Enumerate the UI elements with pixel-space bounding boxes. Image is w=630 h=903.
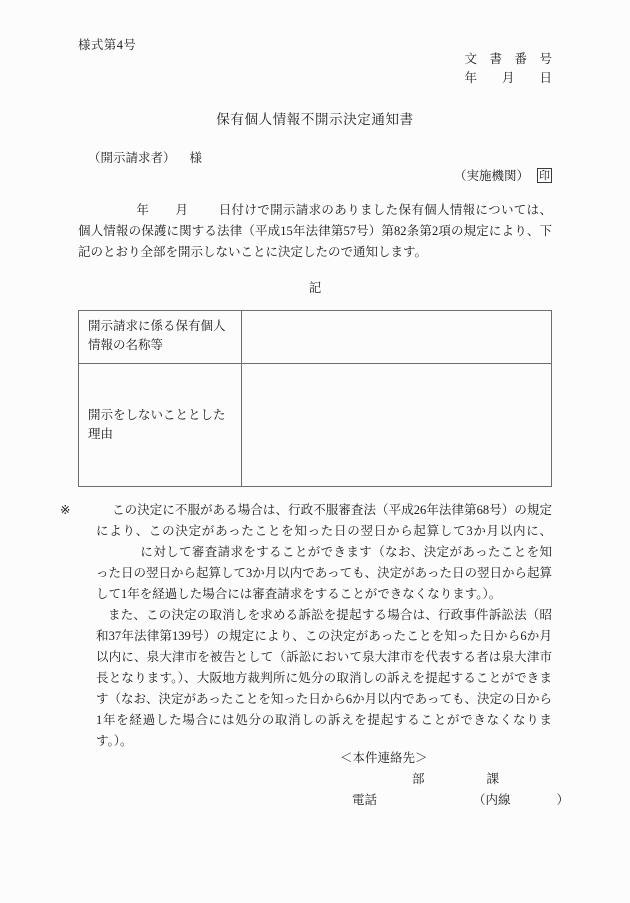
agency-line — [454, 166, 552, 184]
seal-icon: 印 — [539, 169, 550, 182]
ki-marker: 記 — [308, 281, 322, 295]
note-marker: ※ — [60, 503, 71, 517]
table-row — [79, 364, 552, 487]
table-row-value[interactable] — [242, 311, 552, 364]
addressee-honorific: 様 — [189, 151, 203, 165]
contact-section-label: 課 — [486, 772, 500, 786]
addressee-label: （開示請求者） — [88, 151, 176, 165]
note-text-part1: この決定に不服がある場合は、行政不服審査法（平成26年法律第68号）の規定により、この決定があったことを知った日の翌日から起算して3か月以内に、 — [96, 503, 552, 538]
contact-block — [330, 748, 570, 811]
form-number: 様式第4号 — [78, 38, 137, 52]
table-row-label: 開示請求に係る保有個人情報の名称等 — [79, 311, 242, 364]
table-row — [79, 311, 552, 364]
table-row-value[interactable] — [242, 364, 552, 487]
note-block — [60, 500, 553, 752]
addressee-line — [88, 148, 202, 166]
page-title: 保有個人情報不開示決定通知書 — [216, 112, 414, 127]
body-paragraph — [78, 200, 552, 263]
document-number-label: 文 書 番 号 — [464, 52, 552, 66]
contact-extension-close: ） — [556, 793, 570, 807]
contact-phone-row — [330, 790, 570, 811]
note-paragraph-2: また、この決定の取消しを求める訴訟を提起する場合は、行政事件訴訟法（昭和37年法律第139号）の規定により、この決定があったことを知った日から6か月以内に、泉大津市を被告として（訴訟において泉大津市を代表する者は泉大津市長となります。）、大阪地方裁判所に処分の取消しの訴えを提起することができます（なお、決定があったことを知った日から6か月以内であっても、決定の日から1年を経過した場合には処分の取消しの訴えを提起することができなくなります。）。 — [96, 608, 553, 748]
note-paragraph-1 — [60, 500, 553, 605]
note-text-part2: に対して審査請求をすることができます（なお、決定があったことを知った日の翌日から起算して3か月以内であっても、決定があった日の翌日から起算して1年を経過した場合には審査請求をすることができなくなります。）。 — [96, 545, 553, 601]
agency-label: （実施機関） — [453, 169, 529, 183]
document-date-label: 年 月 日 — [464, 71, 552, 85]
contact-phone-label: 電話 — [352, 793, 378, 807]
form-table — [78, 310, 552, 487]
document-meta-block — [464, 50, 552, 88]
table-row-label: 開示をしないこととした理由 — [79, 364, 242, 487]
contact-extension-open: （内線 — [473, 793, 511, 807]
contact-division-label: 部 — [412, 772, 425, 786]
contact-division-row — [330, 769, 570, 790]
body-main-text: 日付けで開示請求のありました保有個人情報については、個人情報の保護に関する法律（平成15年法律第57号）第82条第2項の規定により、下記のとおり全部を開示しないことに決定したので通知します。 — [78, 203, 552, 259]
body-date-year: 年 — [136, 203, 150, 217]
contact-title: ＜本件連絡先＞ — [340, 751, 428, 765]
body-date-month: 月 — [175, 203, 189, 217]
